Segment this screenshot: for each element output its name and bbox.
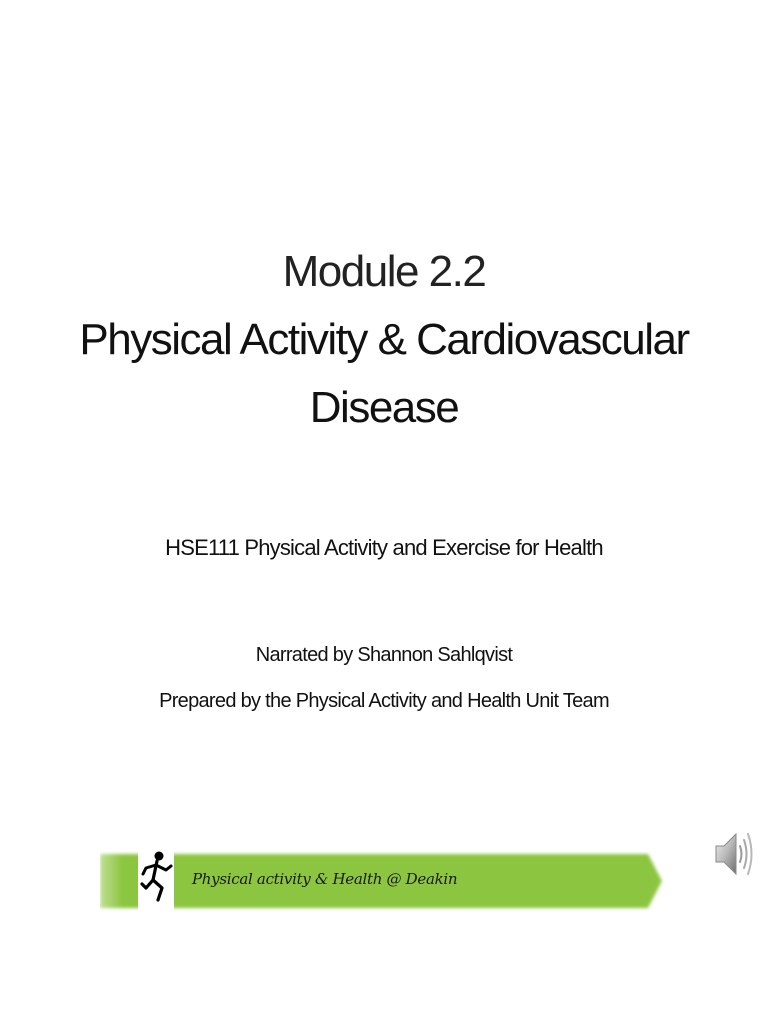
team-credit: Prepared by the Physical Activity and Health Unit Team bbox=[159, 690, 609, 712]
speaker-icon[interactable] bbox=[712, 822, 756, 886]
banner-text: Physical activity & Health @ Deakin bbox=[192, 870, 458, 888]
module-number: Module 2.2 bbox=[282, 247, 486, 296]
course-name: HSE111 Physical Activity and Exercise for Health bbox=[165, 535, 603, 560]
title-line-topic: Physical Activity & Cardiovascular bbox=[79, 315, 689, 364]
footer-banner bbox=[100, 848, 665, 914]
slide-title bbox=[0, 238, 768, 442]
running-figure-icon bbox=[138, 848, 174, 914]
narrator-credit: Narrated by Shannon Sahlqvist bbox=[255, 644, 513, 666]
credits bbox=[0, 632, 768, 724]
title-line-disease: Disease bbox=[309, 383, 459, 432]
